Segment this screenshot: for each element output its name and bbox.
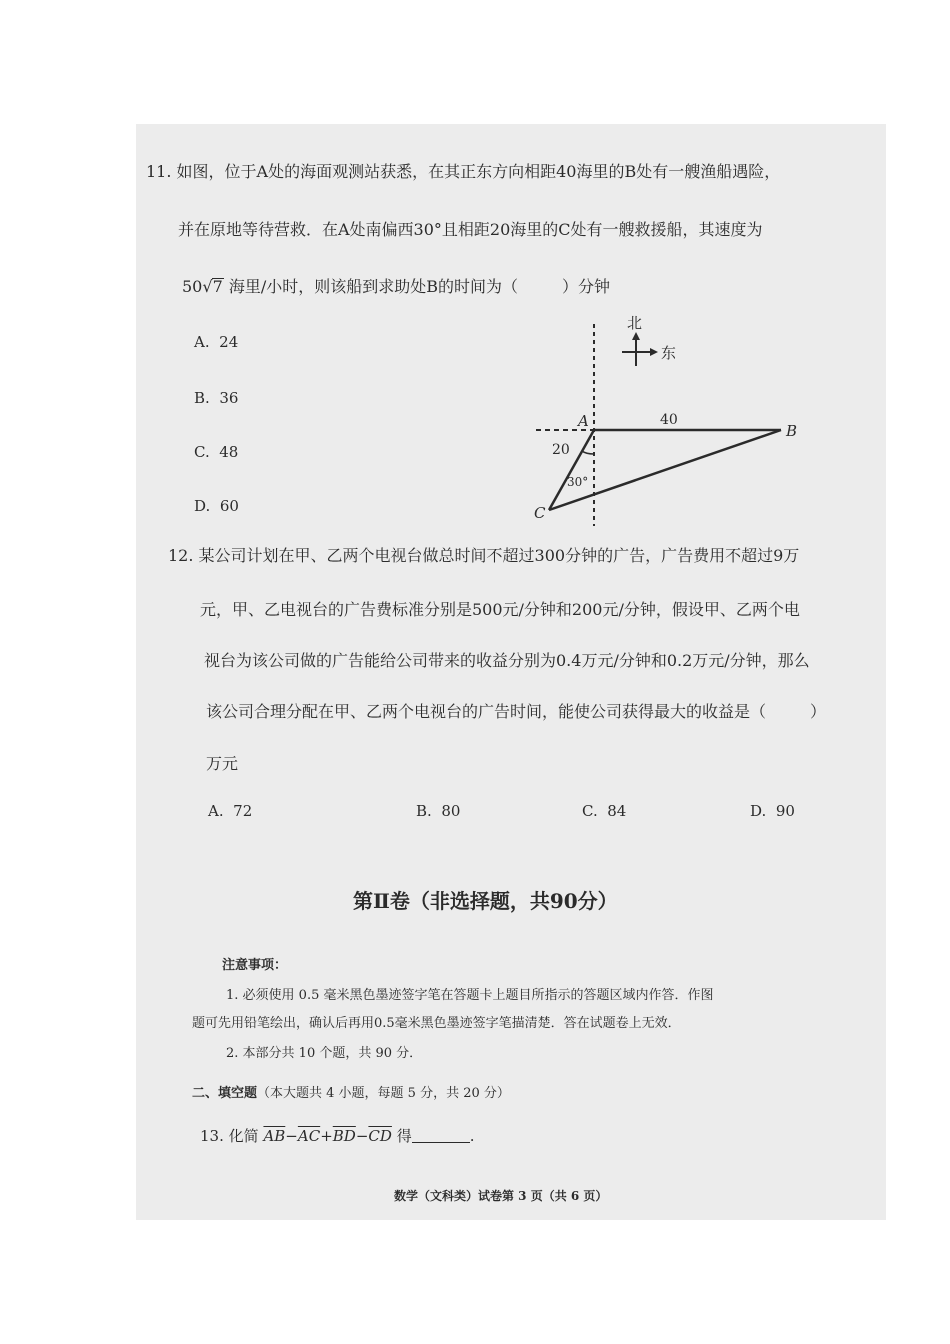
notice-item1-line1: 1. 必须使用 0.5 毫米黑色墨迹签字笔在答题卡上题目所指示的答题区域内作答．作图 (226, 988, 714, 1003)
q11-option-c[interactable]: C. 48 (194, 443, 239, 461)
q12-text-line2: 元，甲、乙电视台的广告费标准分别是500元/分钟和200元/分钟，假设甲、乙两个电 (200, 600, 800, 619)
q13-line: 13. 化简 $\overline{AB}-\overline{AC}+\overline{BD}-\overline{CD}$ 得 . (200, 1127, 475, 1145)
compass-north-label: 北 (627, 314, 643, 332)
q11-line3: 50√7 海里/小时，则该船到求助处B的时间为（ ）分钟 (182, 277, 611, 296)
vector-cd: $\overline{CD}$ (368, 1127, 392, 1145)
q11-text-line3: 海里/小时，则该船到求助处B的时间为（ (228, 277, 518, 296)
q11-line1 (146, 162, 780, 182)
segment-cb (549, 430, 781, 510)
q12-line1 (168, 546, 799, 566)
compass-north-arrowhead (632, 332, 640, 340)
q11-number: 11. (146, 162, 172, 181)
vector-ac: $\overline{AC}$ (297, 1127, 321, 1145)
length-ac-label: 20 (552, 442, 570, 458)
notice-item2: 2. 本部分共 10 个题，共 90 分． (226, 1046, 423, 1061)
part2-title: 第Ⅱ卷（非选择题，共90分） (353, 889, 618, 913)
notice-title: 注意事项： (222, 958, 288, 973)
q12-text-line5: 万元 (206, 754, 239, 773)
q12-option-b[interactable]: B. 80 (416, 802, 461, 820)
q13-number: 13. (200, 1127, 224, 1145)
q12-text-line4-end: ） (810, 702, 827, 721)
vector-ab: $\overline{AB}$ (263, 1127, 286, 1145)
exam-page (136, 124, 886, 1220)
q11-text-line1: 如图，位于A处的海面观测站获悉，在其正东方向相距40海里的B处有一艘渔船遇险， (176, 162, 781, 181)
q12-number: 12. (168, 546, 194, 565)
q11-text-line3-end: ）分钟 (562, 277, 611, 296)
q11-option-b[interactable]: B. 36 (194, 389, 239, 407)
q12-option-c[interactable]: C. 84 (582, 802, 627, 820)
q11-option-d[interactable]: D. 60 (194, 497, 239, 515)
q11-speed-prefix: 50 (182, 277, 203, 296)
page-footer: 数学（文科类）试卷第 3 页（共 6 页） (394, 1189, 608, 1203)
compass-east-label: 东 (661, 344, 677, 362)
vector-bd: $\overline{BD}$ (332, 1127, 356, 1145)
angle-label: 30° (567, 475, 589, 489)
q12-text-line4: 该公司合理分配在甲、乙两个电视台的广告时间，能使公司获得最大的收益是（ (206, 702, 767, 721)
point-b-label: B (786, 422, 798, 440)
q13-answer-blank[interactable] (412, 1128, 470, 1143)
section2-note: （本大题共 4 小题，每题 5 分，共 20 分） (257, 1086, 510, 1101)
section2-heading: 二、填空题 (192, 1086, 258, 1101)
q11-text-line2: 并在原地等待营救．在A处南偏西30°且相距20海里的C处有一艘救援船，其速度为 (178, 220, 763, 239)
point-a-label: A (578, 412, 589, 430)
angle-arc (582, 451, 594, 454)
section2-heading-row (192, 1084, 510, 1104)
compass-east-arrowhead (650, 348, 658, 356)
q12-text-line3: 视台为该公司做的广告能给公司带来的收益分别为0.4万元/分钟和0.2万元/分钟，那么 (204, 651, 810, 670)
q12-option-a[interactable]: A. 72 (208, 802, 253, 820)
q12-line4 (206, 702, 826, 722)
q12-text-line1: 某公司计划在甲、乙两个电视台做总时间不超过300分钟的广告，广告费用不超过9万 (198, 546, 800, 565)
q13-prefix: 化简 (228, 1127, 259, 1145)
q11-option-a[interactable]: A. 24 (194, 333, 239, 351)
q13-suffix: 得 (396, 1127, 412, 1145)
length-ab-label: 40 (660, 412, 678, 428)
point-c-label: C (534, 504, 546, 522)
notice-item1-line2: 题可先用铅笔绘出，确认后再用0.5毫米黑色墨迹签字笔描清楚．答在试题卷上无效． (192, 1016, 681, 1031)
q12-option-d[interactable]: D. 90 (750, 802, 795, 820)
q11-speed-radical: 7 (212, 277, 223, 296)
